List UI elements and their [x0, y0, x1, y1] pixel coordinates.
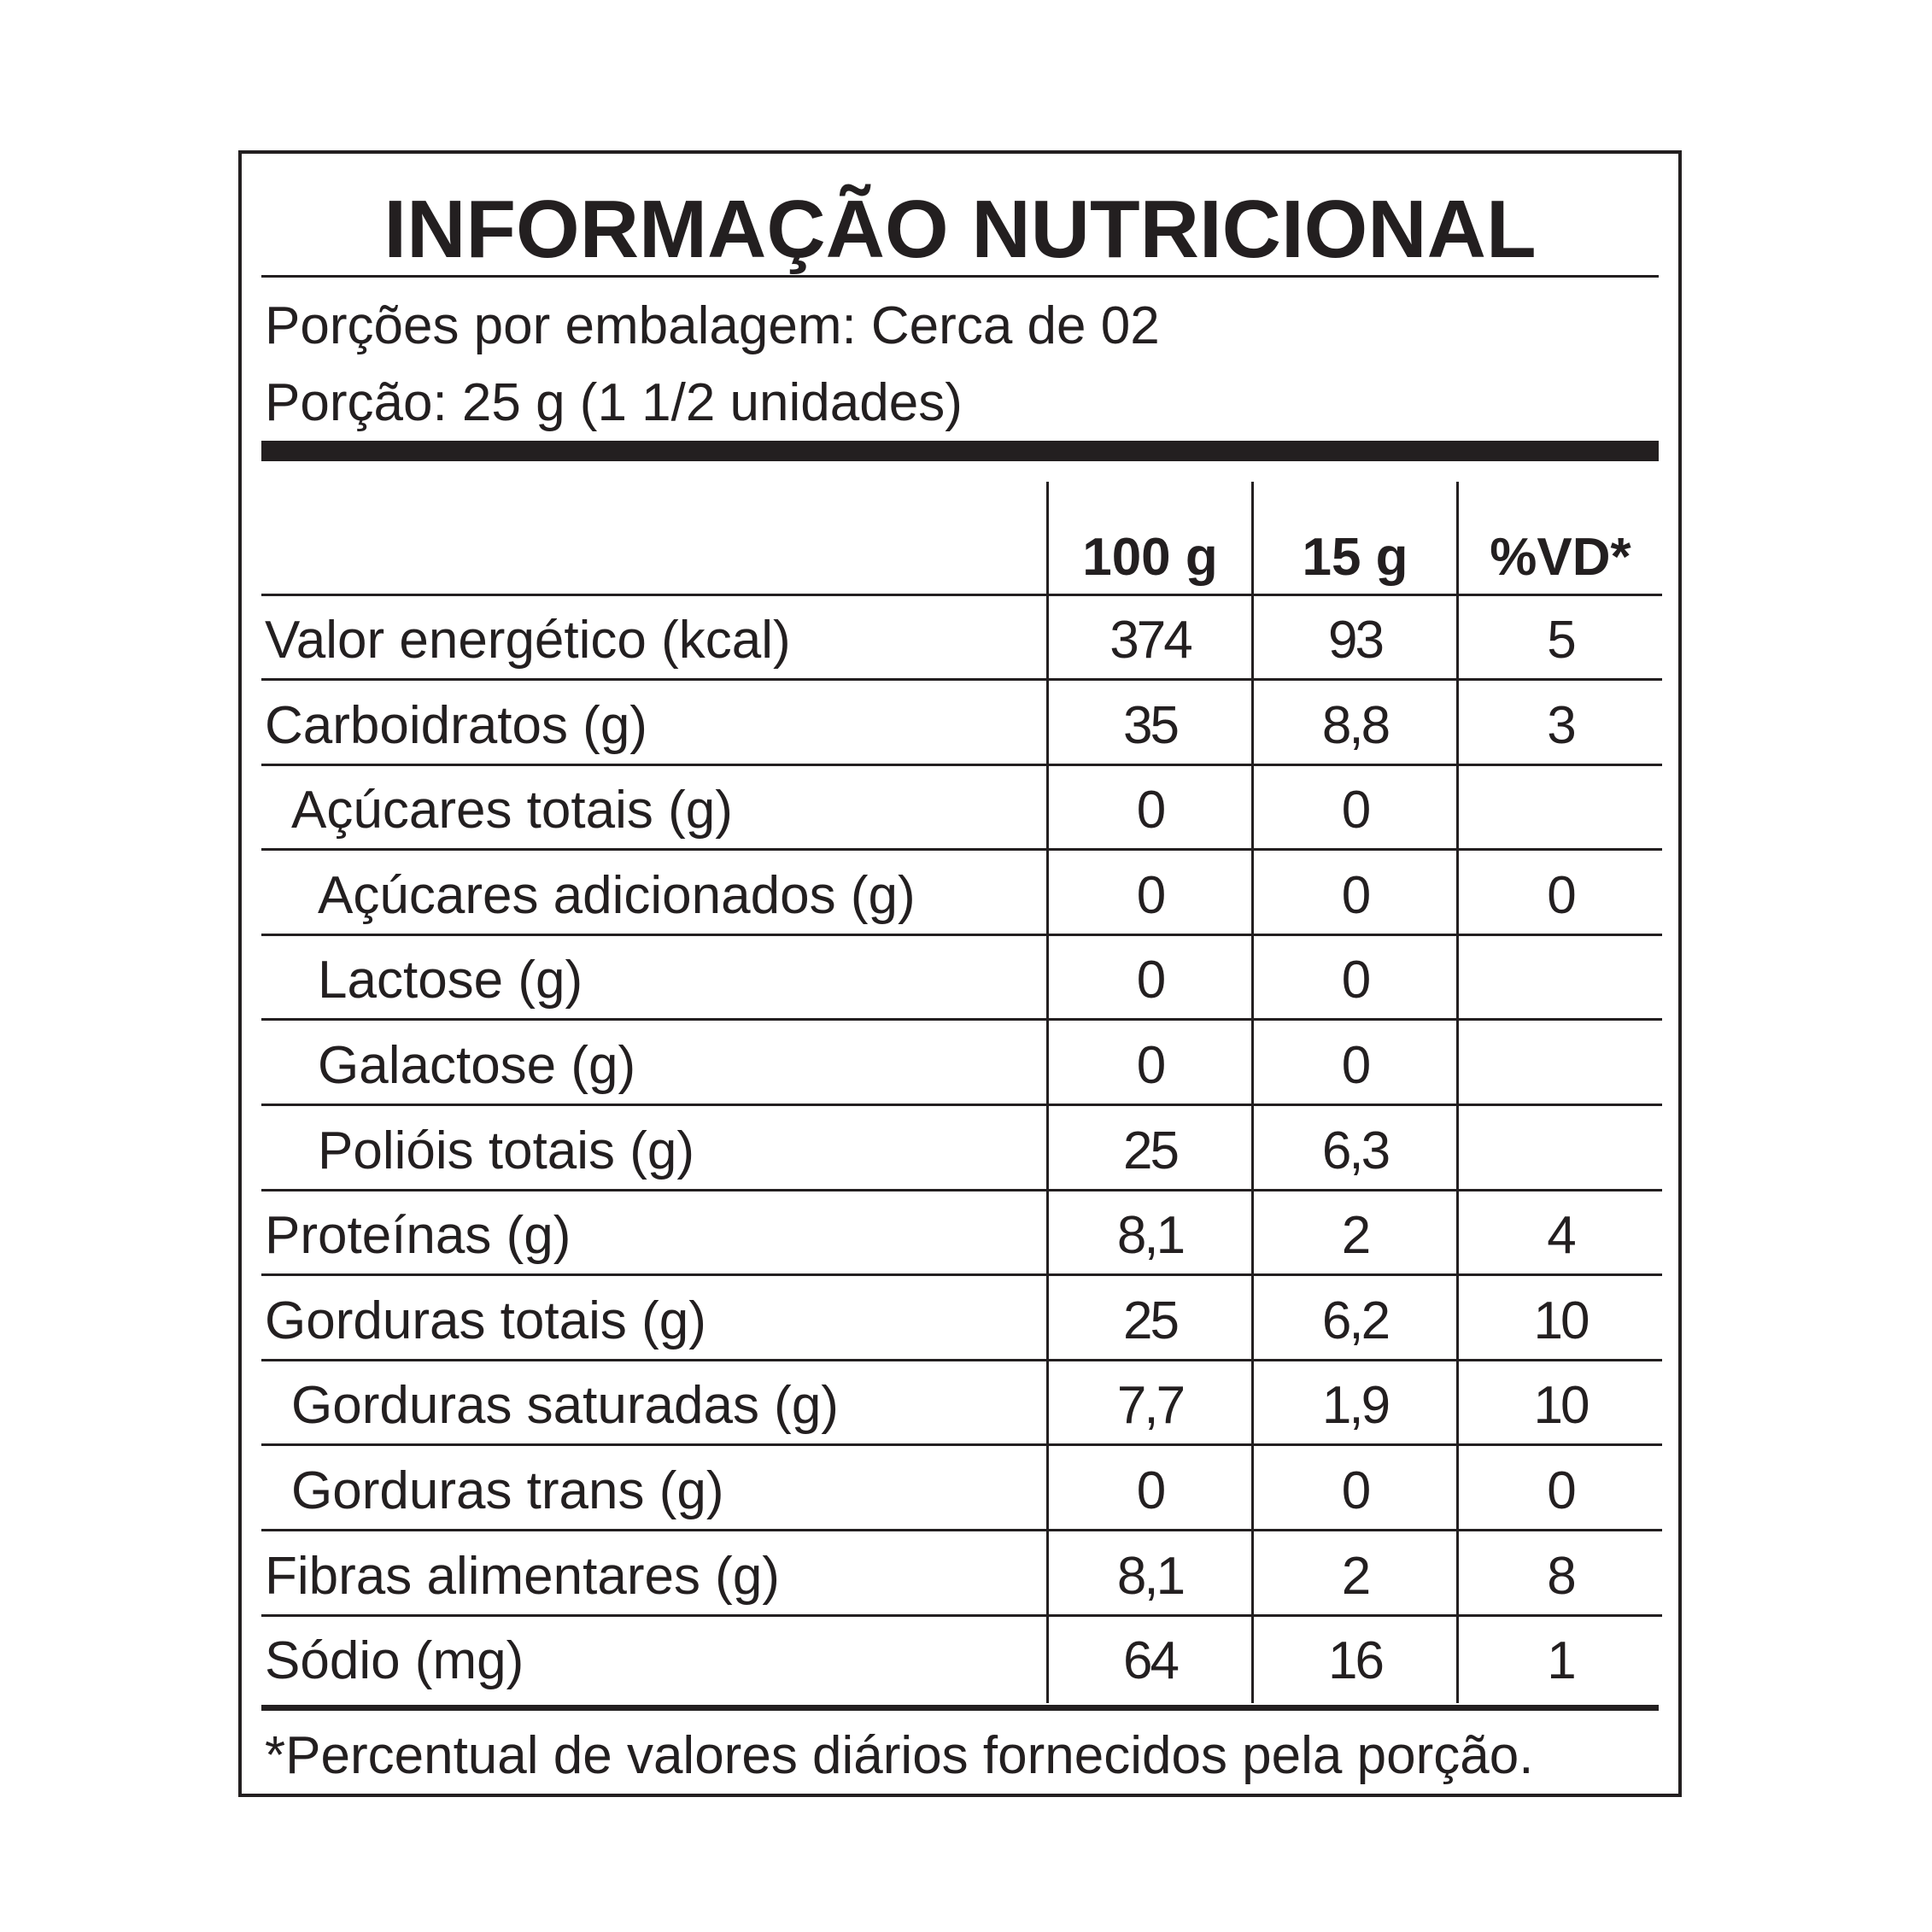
- nutrient-name: Lactose (g): [318, 951, 583, 1010]
- row-divider: [261, 934, 1662, 936]
- value-per-portion: 0: [1341, 781, 1369, 840]
- table-row: [261, 1447, 1662, 1531]
- row-divider: [261, 1273, 1662, 1276]
- value-daily-percent: 3: [1547, 695, 1574, 755]
- column-header-100g: 100 g: [1082, 528, 1218, 587]
- table-row: [261, 1277, 1662, 1361]
- row-divider: [261, 1443, 1662, 1446]
- row-divider: [261, 1018, 1662, 1021]
- nutrient-name: Gorduras trans (g): [291, 1461, 724, 1520]
- value-per-100g: 0: [1136, 865, 1164, 925]
- table-row: [261, 596, 1662, 681]
- value-daily-percent: 4: [1547, 1206, 1574, 1266]
- footer-divider: [261, 1705, 1659, 1711]
- column-header-daily-value: %VD*: [1490, 528, 1631, 587]
- value-daily-percent: [1459, 1107, 1662, 1191]
- value-per-100g: 0: [1136, 781, 1164, 840]
- row-divider: [261, 1359, 1662, 1361]
- row-divider: [261, 1614, 1662, 1617]
- servings-per-package: Porções por embalagem: Cerca de 02: [265, 296, 1160, 355]
- value-daily-percent: 0: [1547, 1461, 1574, 1520]
- value-per-portion: 8,8: [1321, 695, 1389, 755]
- row-divider: [261, 1104, 1662, 1106]
- nutrient-name: Galactose (g): [318, 1036, 636, 1095]
- value-per-portion: 1,9: [1321, 1376, 1389, 1436]
- label-title: INFORMAÇÃO NUTRICIONAL: [383, 184, 1537, 275]
- serving-size: Porção: 25 g (1 1/2 unidades): [265, 373, 963, 432]
- table-row: [261, 682, 1662, 766]
- nutrient-name: Gorduras saturadas (g): [291, 1376, 839, 1436]
- value-per-portion: 0: [1341, 865, 1369, 925]
- value-per-portion: 0: [1341, 951, 1369, 1010]
- value-per-100g: 8,1: [1116, 1546, 1184, 1606]
- table-row: [261, 766, 1662, 851]
- value-per-portion: 2: [1341, 1546, 1369, 1606]
- value-per-portion: 93: [1328, 611, 1382, 670]
- value-daily-percent: 10: [1533, 1376, 1588, 1436]
- nutrient-name: Açúcares adicionados (g): [318, 865, 916, 925]
- nutrient-name: Sódio (mg): [265, 1631, 524, 1691]
- value-per-portion: 6,2: [1321, 1291, 1389, 1350]
- nutrient-name: Valor energético (kcal): [265, 611, 791, 670]
- table-row: [261, 1532, 1662, 1617]
- value-daily-percent: 5: [1547, 611, 1574, 670]
- table-row: [261, 936, 1662, 1021]
- value-per-100g: 374: [1109, 611, 1191, 670]
- row-divider: [261, 764, 1662, 766]
- value-per-100g: 25: [1123, 1121, 1177, 1180]
- value-per-100g: 64: [1123, 1631, 1177, 1691]
- table-row: [261, 1191, 1662, 1276]
- row-divider: [261, 848, 1662, 851]
- value-per-portion: 2: [1341, 1206, 1369, 1266]
- value-per-portion: 0: [1341, 1461, 1369, 1520]
- value-per-100g: 8,1: [1116, 1206, 1184, 1266]
- value-per-100g: 0: [1136, 1036, 1164, 1095]
- row-divider: [261, 1529, 1662, 1531]
- nutrition-facts-label: [238, 150, 1682, 1797]
- nutrient-name: Proteínas (g): [265, 1206, 571, 1266]
- row-divider: [261, 1189, 1662, 1191]
- value-per-100g: 0: [1136, 1461, 1164, 1520]
- nutrient-name: Fibras alimentares (g): [265, 1546, 780, 1606]
- nutrient-name: Polióis totais (g): [318, 1121, 695, 1180]
- value-daily-percent: 0: [1547, 865, 1574, 925]
- value-daily-percent: 10: [1533, 1291, 1588, 1350]
- value-per-portion: 0: [1341, 1036, 1369, 1095]
- value-per-portion: 16: [1328, 1631, 1382, 1691]
- value-per-100g: 25: [1123, 1291, 1177, 1350]
- value-per-portion: 6,3: [1321, 1121, 1389, 1180]
- value-per-100g: 35: [1123, 695, 1177, 755]
- value-daily-percent: [1459, 1022, 1662, 1106]
- value-daily-percent: 1: [1547, 1631, 1574, 1691]
- nutrient-name: Açúcares totais (g): [291, 781, 733, 840]
- value-daily-percent: [1459, 936, 1662, 1021]
- table-row: [261, 1617, 1662, 1701]
- value-daily-percent: [1459, 766, 1662, 851]
- column-header-portion: 15 g: [1302, 528, 1408, 587]
- table-row: [261, 852, 1662, 936]
- table-row: [261, 1361, 1662, 1446]
- footnote: *Percentual de valores diários fornecidos pela porção.: [265, 1726, 1534, 1785]
- table-row: [261, 1022, 1662, 1106]
- title-divider: [261, 275, 1659, 278]
- value-per-100g: 7,7: [1116, 1376, 1184, 1436]
- serving-divider: [261, 441, 1659, 461]
- nutrient-name: Gorduras totais (g): [265, 1291, 706, 1350]
- value-per-100g: 0: [1136, 951, 1164, 1010]
- nutrient-name: Carboidratos (g): [265, 695, 647, 755]
- table-row: [261, 1107, 1662, 1191]
- row-divider: [261, 678, 1662, 681]
- value-daily-percent: 8: [1547, 1546, 1574, 1606]
